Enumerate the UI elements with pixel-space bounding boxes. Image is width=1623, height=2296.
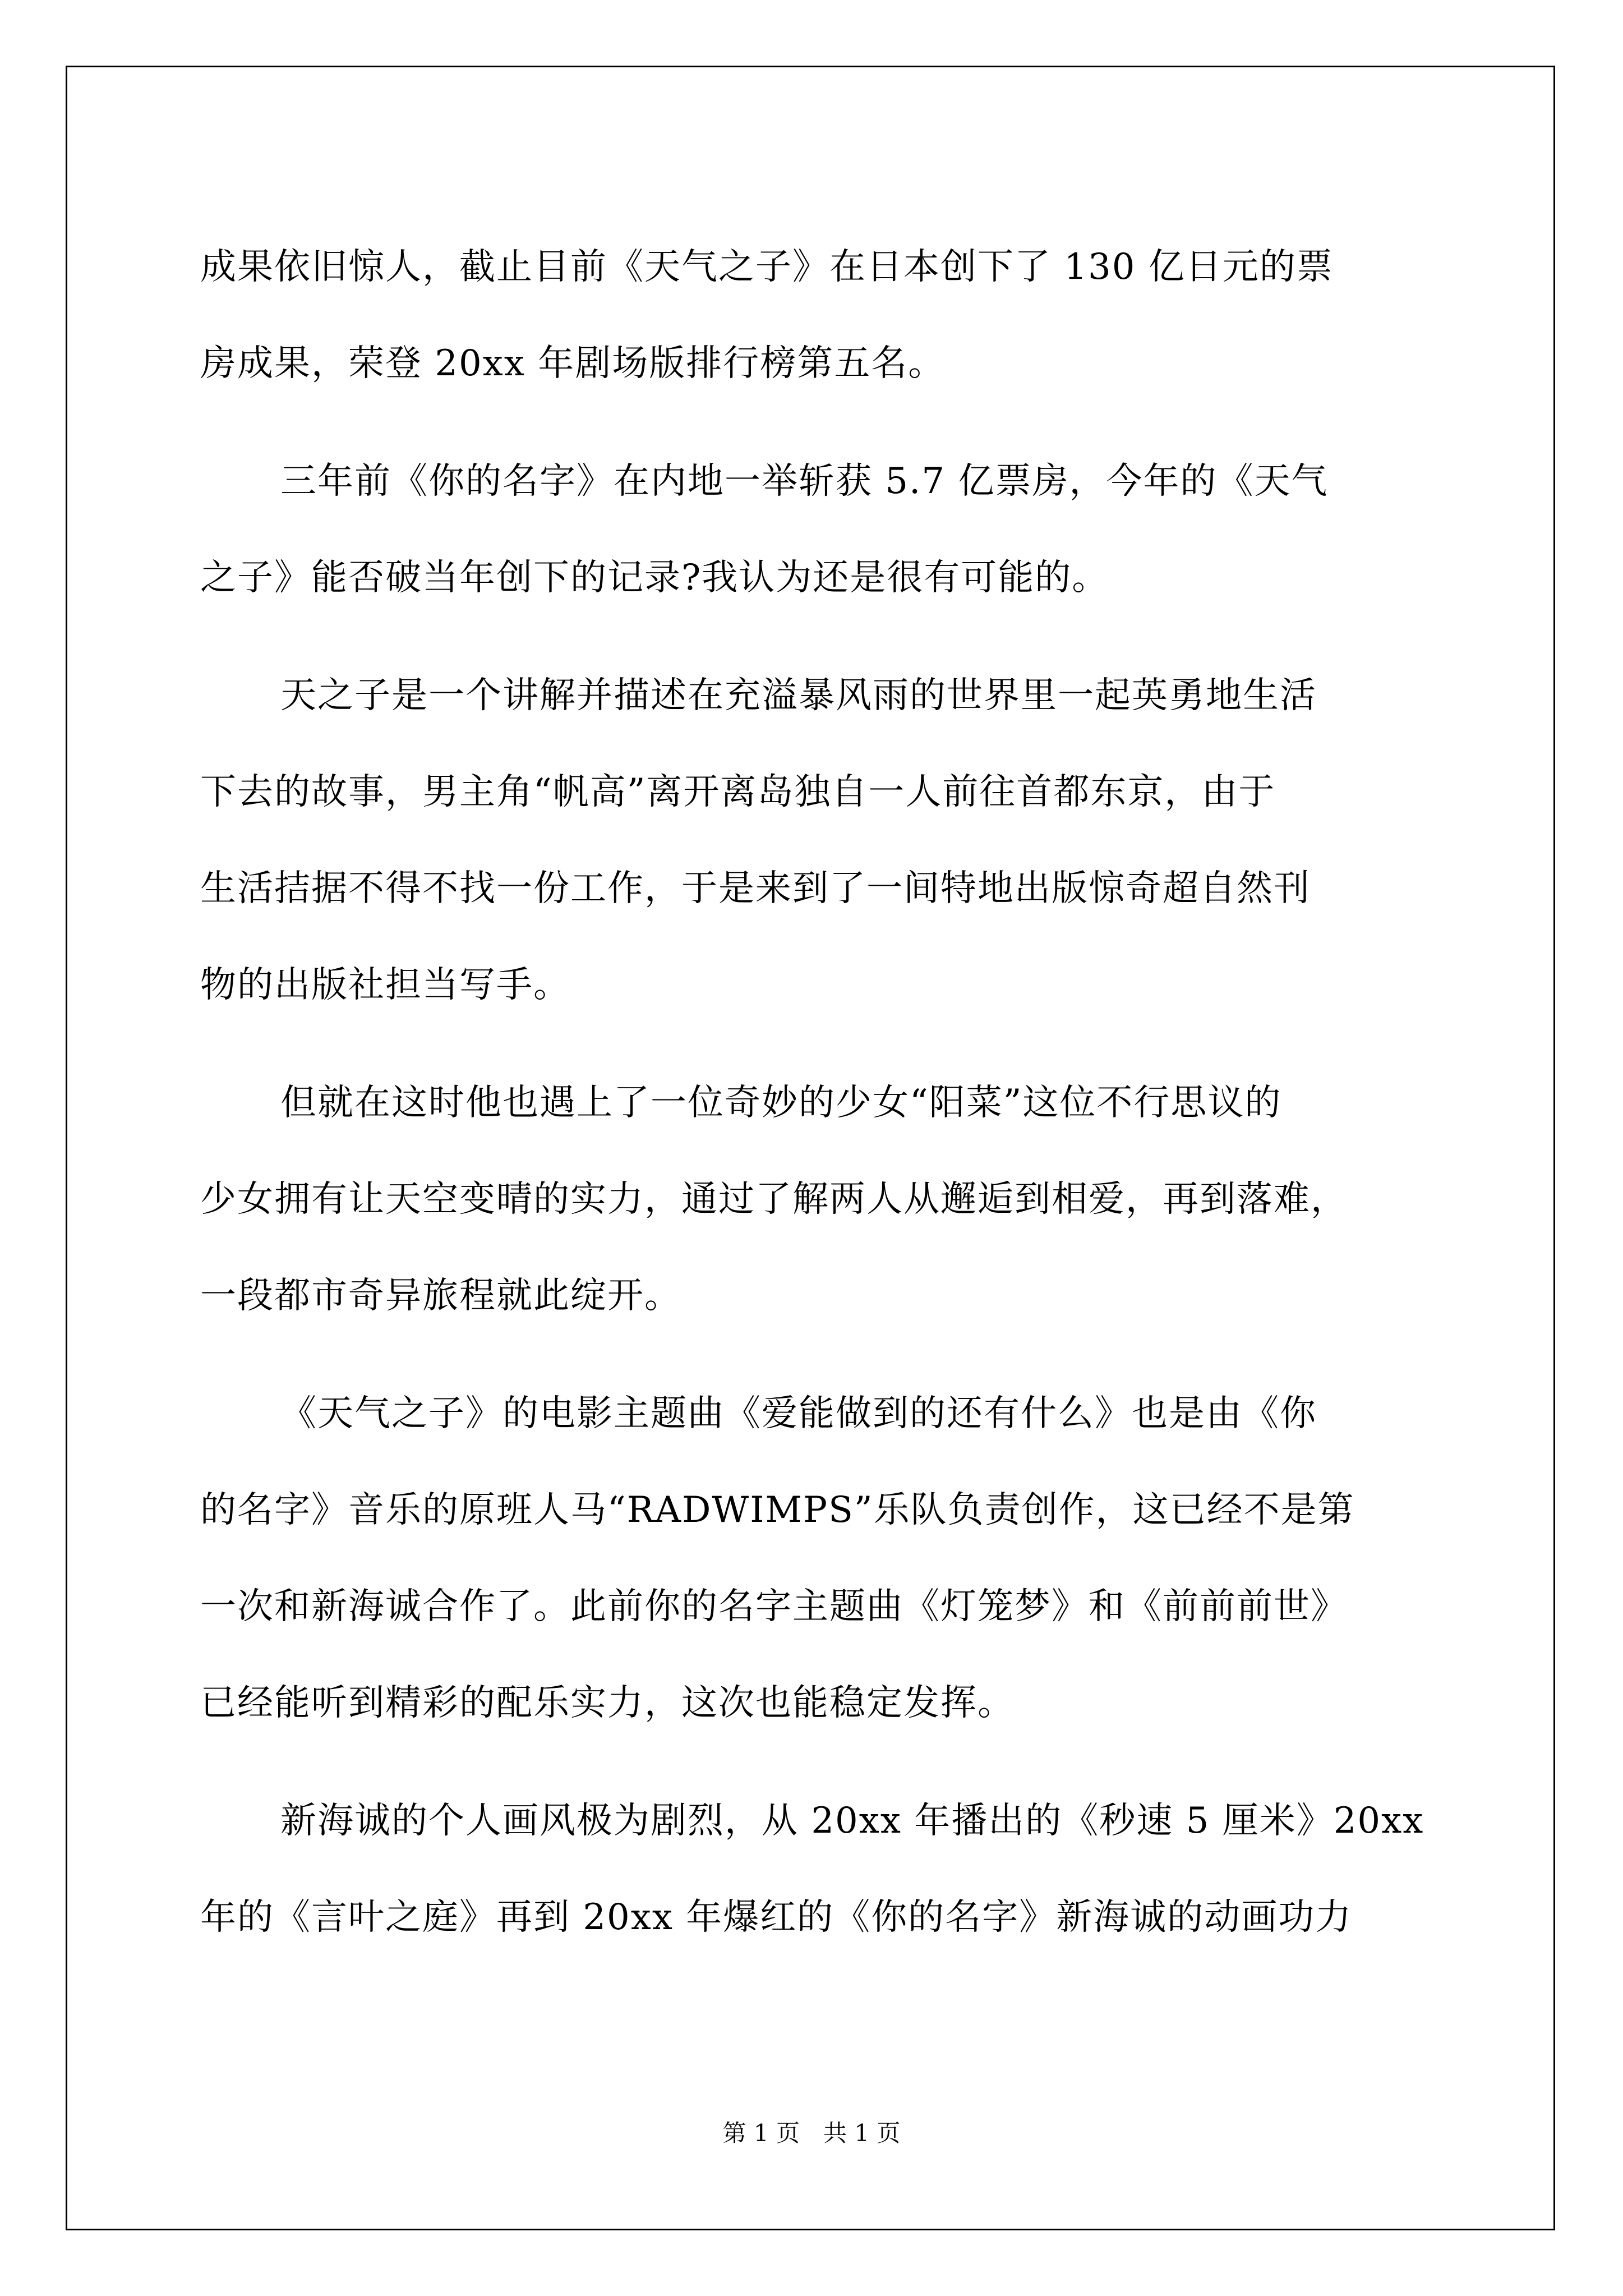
document-body: [200, 219, 1434, 1987]
text-line: 已经能听到精彩的配乐实力，这次也能稳定发挥。: [200, 1682, 1015, 1724]
text-line: 三年前《你的名字》在内地一举斩获 5.7 亿票房，今年的《天气: [280, 461, 1329, 502]
paragraph: [200, 433, 1434, 626]
text-line: 《天气之子》的电影主题曲《爱能做到的还有什么》也是由《你: [280, 1393, 1317, 1434]
text-line: 年的《言叶之庭》再到 20xx 年爆红的《你的名字》新海诚的动画功力: [200, 1897, 1353, 1938]
paragraph: [200, 1773, 1434, 1966]
text-line: 但就在这时他也遇上了一位奇妙的少女“阳菜”这位不行思议的: [280, 1082, 1282, 1124]
text-line: 的名字》音乐的原班人马“RADWIMPS”乐队负责创作，这已经不是第: [200, 1489, 1355, 1531]
page-total: 共 1 页: [823, 2119, 901, 2147]
page-footer: [0, 2115, 1623, 2148]
text-line: 生活拮据不得不找一份工作，于是来到了一间特地出版惊奇超自然刊: [200, 868, 1311, 909]
text-line: 一次和新海诚合作了。此前你的名字主题曲《灯笼梦》和《前前前世》: [200, 1586, 1348, 1627]
paragraph: [200, 1055, 1434, 1344]
text-line: 少女拥有让天空变晴的实力，通过了解两人从邂逅到相爱，再到落难，: [200, 1179, 1348, 1220]
text-line: 一段都市奇异旅程就此绽开。: [200, 1275, 681, 1317]
text-line: 下去的故事，男主角“帆高”离开离岛独自一人前往首都东京，由于: [200, 771, 1276, 813]
text-line: 物的出版社担当写手。: [200, 964, 570, 1006]
paragraph: [200, 219, 1434, 412]
text-line: 之子》能否破当年创下的记录?我认为还是很有可能的。: [200, 557, 1109, 599]
text-line: 房成果，荣登 20xx 年剧场版排行榜第五名。: [200, 343, 946, 384]
page-number: 第 1 页: [722, 2119, 800, 2147]
paragraph: [200, 647, 1434, 1033]
text-line: 成果依旧惊人，截止目前《天气之子》在日本创下了 130 亿日元的票: [200, 246, 1334, 288]
text-line: 天之子是一个讲解并描述在充溢暴风雨的世界里一起英勇地生活: [280, 675, 1317, 716]
paragraph: [200, 1365, 1434, 1751]
text-line: 新海诚的个人画风极为剧烈，从 20xx 年播出的《秒速 5 厘米》20xx: [280, 1800, 1424, 1842]
